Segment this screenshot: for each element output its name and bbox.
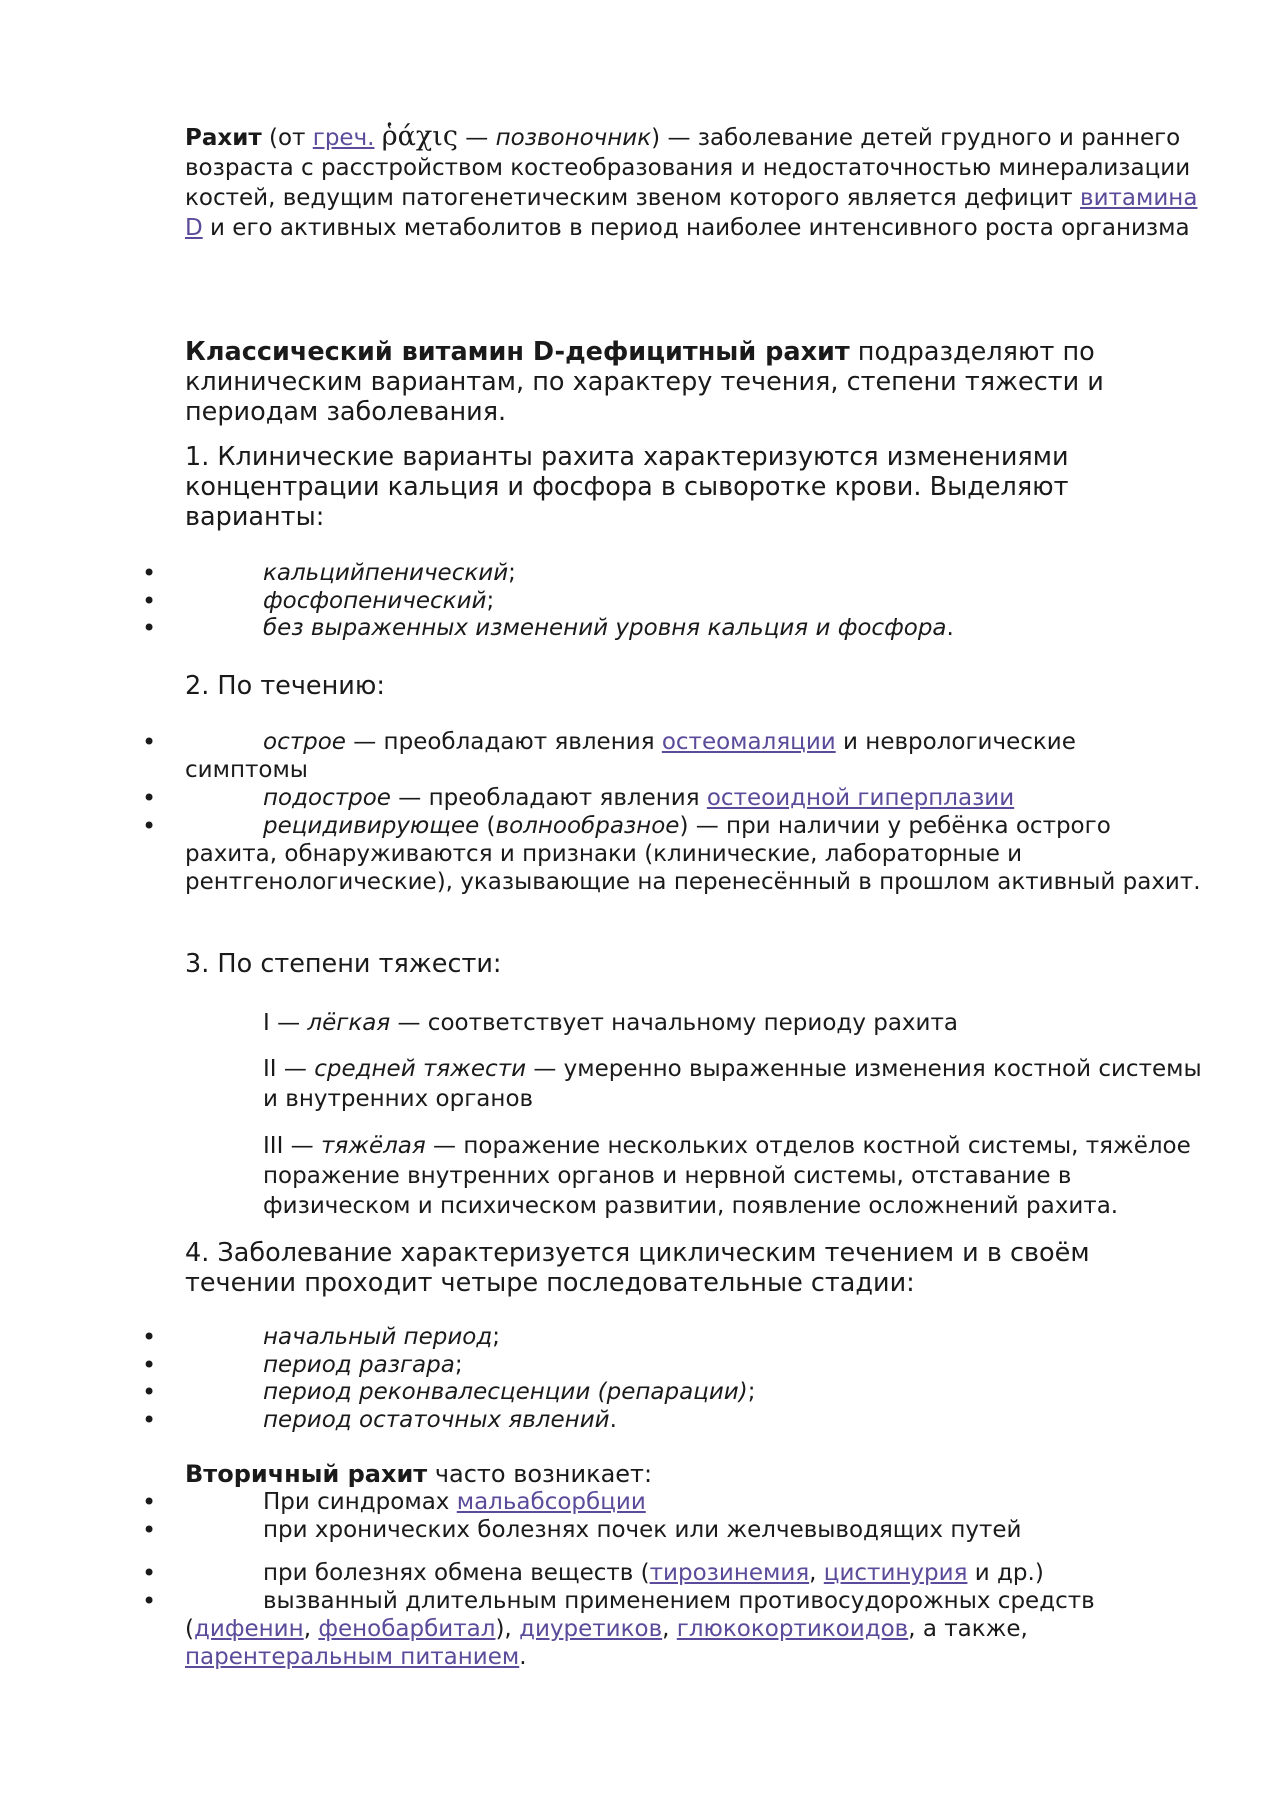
severity-item: II — средней тяжести — умеренно выраженные изменения костной системы и внутренних органов bbox=[263, 1056, 1202, 1112]
greek-link[interactable]: греч. bbox=[312, 125, 375, 151]
glucocorticoids-link[interactable]: глюкокортикоидов bbox=[676, 1616, 909, 1642]
secondary-heading: Вторичный рахит часто возникает: bbox=[185, 1460, 653, 1488]
list-item: • кальцийпенический; bbox=[142, 559, 516, 587]
list-item: • при хронических болезнях почек или желчевыводящих путей bbox=[142, 1516, 1022, 1544]
list-item: • рецидивирующее (волнообразное) — при наличии у ребёнка острого рахита, обнаруживаются и признаки (клинические, лабораторные и рентгенологические), указывающие на перенесённый в прошлом активный рахит. bbox=[142, 812, 1201, 895]
list-item: • без выраженных изменений уровня кальция и фосфора. bbox=[142, 614, 954, 642]
list-item: • При синдромах мальабсорбции bbox=[142, 1488, 646, 1516]
osteoid-hyperplasia-link[interactable]: остеоидной гиперплазии bbox=[706, 785, 1015, 811]
difenin-link[interactable]: дифенин bbox=[193, 1616, 304, 1642]
list-item: • начальный период; bbox=[142, 1323, 500, 1351]
diuretics-link[interactable]: диуретиков bbox=[519, 1616, 663, 1642]
list-item: • подострое — преобладают явления остеоидной гиперплазии bbox=[142, 784, 1015, 812]
malabsorption-link[interactable]: мальабсорбции bbox=[456, 1489, 646, 1515]
severity-item: I — лёгкая — соответствует начальному периоду рахита bbox=[263, 1010, 958, 1036]
osteomalacia-link[interactable]: остеомаляции bbox=[661, 729, 836, 755]
list-item: • при болезнях обмена веществ (тирозинемия, цистинурия и др.) bbox=[142, 1559, 1044, 1587]
list-item: • вызванный длительным применением противосудорожных средств (дифенин, фенобарбитал), диуретиков, глюкокортикоидов, а также, парентеральным питанием. bbox=[142, 1587, 1095, 1670]
vitamin-d-link[interactable]: витамина D bbox=[185, 185, 1198, 241]
term-rakhit: Рахит bbox=[185, 125, 262, 151]
parenteral-nutrition-link[interactable]: парентеральным питанием bbox=[185, 1644, 520, 1670]
section4-heading: 4. Заболевание характеризуется циклическим течением и в своём течении проходит четыре последовательные стадии: bbox=[185, 1238, 1090, 1298]
list-item: • фосфопенический; bbox=[142, 587, 495, 615]
list-item: • период остаточных явлений. bbox=[142, 1406, 617, 1434]
tyrosinemia-link[interactable]: тирозинемия bbox=[649, 1560, 810, 1586]
intro-paragraph: Рахит (от греч. ῥάχις — позвоночник) — заболевание детей грудного и раннего возраста с расстройством костеобразования и недостаточностью минерализации костей, ведущим патогенетическим звеном которого является дефицит витамина D и его активных метаболитов в период наиболее интенсивного роста организма bbox=[185, 121, 1198, 241]
section1-heading: 1. Клинические варианты рахита характеризуются изменениями концентрации кальция и фосфора в сыворотке крови. Выделяют варианты: bbox=[185, 442, 1069, 532]
section2-heading: 2. По течению: bbox=[185, 671, 385, 701]
list-item: • период реконвалесценции (репарации); bbox=[142, 1378, 756, 1406]
phenobarbital-link[interactable]: фенобарбитал bbox=[318, 1616, 496, 1642]
greek-word: ῥάχις bbox=[381, 121, 458, 152]
severity-item: III — тяжёлая — поражение нескольких отделов костной системы, тяжёлое поражение внутренних органов и нервной системы, отставание в физическом и психическом развитии, появление осложнений рахита. bbox=[263, 1133, 1191, 1219]
list-item: • период разгара; bbox=[142, 1351, 463, 1379]
cystinuria-link[interactable]: цистинурия bbox=[823, 1560, 968, 1586]
list-item: • острое — преобладают явления остеомаляции и неврологические симптомы bbox=[142, 728, 1076, 783]
classic-paragraph: Классический витамин D-дефицитный рахит подразделяют по клиническим вариантам, по характеру течения, степени тяжести и периодам заболевания. bbox=[185, 337, 1104, 427]
section3-heading: 3. По степени тяжести: bbox=[185, 949, 502, 979]
